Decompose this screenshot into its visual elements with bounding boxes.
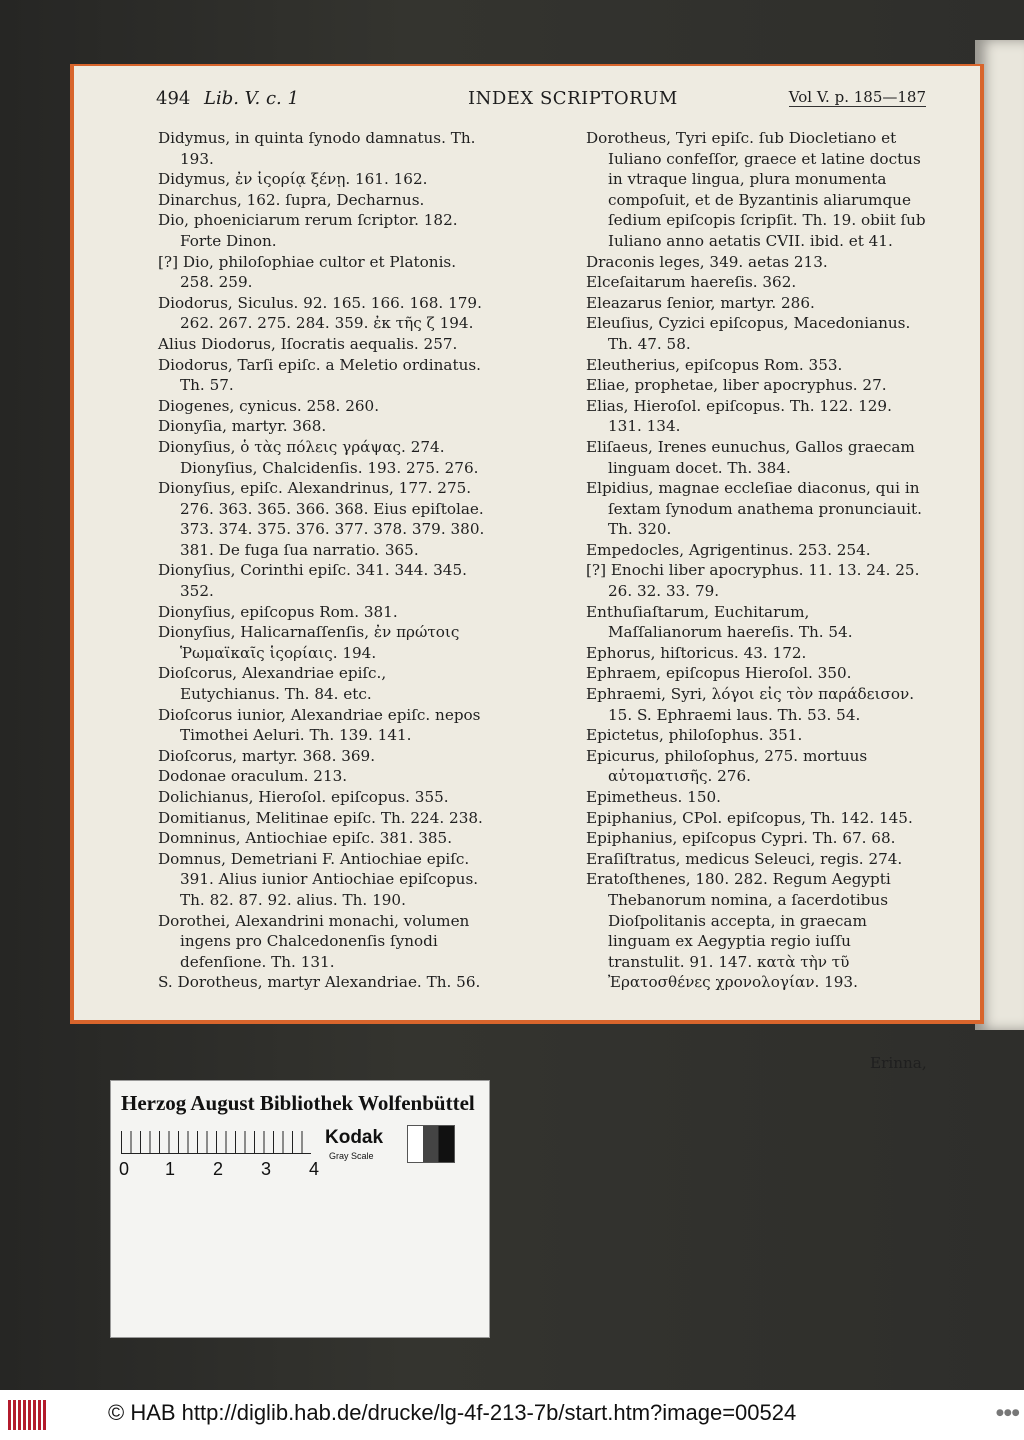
footer-bar (0, 1390, 1024, 1440)
index-entry: Dodonae oraculum. 213. (158, 767, 348, 786)
index-entry: Diodorus, Tarſi epiſc. a Meletio ordinatus. Th. 57. (158, 355, 481, 395)
ruler-numbers (119, 1159, 439, 1181)
index-entry: Dioſcorus, martyr. 368. 369. (158, 746, 376, 765)
index-entry: Eratoſthenes, 180. 282. Regum Aegypti Thebanorum nomina, a ſacerdotibus Dioſpolitanis accepta, in graecam linguam ex Aegyptia regio iuſſu transtulit. 91. 147. κατὰ τὴν τῦ Ἐρατοσθένες χρονολογίαν. 193. (586, 870, 891, 992)
kodak-logo: Kodak (325, 1127, 384, 1148)
index-entry: Dioſcorus, Alexandriae epiſc., Eutychianus. Th. 84. etc. (158, 664, 387, 704)
index-entry: Alius Diodorus, Iſocratis aequalis. 257. (158, 334, 458, 353)
index-entry: Eleuſius, Cyzici epiſcopus, Macedonianus. Th. 47. 58. (586, 314, 911, 353)
gray-scale-label: Gray Scale (329, 1151, 374, 1161)
index-entry: Dio, phoeniciarum rerum ſcriptor. 182. Forte Dinon. (158, 211, 458, 250)
index-entry: Eleutherius, epiſcopus Rom. 353. (586, 355, 843, 374)
index-entry: Domitianus, Melitinae epiſc. Th. 224. 238. (158, 808, 483, 827)
index-entry: Dionyſia, martyr. 368. (158, 417, 327, 436)
color-target-card (110, 1080, 490, 1338)
index-entry: Domninus, Antiochiae epiſc. 381. 385. (158, 829, 453, 848)
index-entry: Elpidius, magnae eccleſiae diaconus, qui in ſextam ſynodum anathema pronunciauit. Th. 320. (586, 479, 922, 539)
index-entry: Dionyſius, ὁ τὰς πόλεις γράψας. 274. Dionyſius, Chalcidenſis. 193. 275. 276. (158, 437, 479, 477)
page-number: 494 (156, 88, 191, 109)
index-entry: Dorotheus, Tyri epiſc. ſub Diocletiano et Iuliano confeſſor, graece et latine doctus in vtraque lingua, plura monumenta compoſuit, et de Byzantinis aliarumque ſedium epiſcopis ſcripſit. Th. 19. obiit ſub Iuliano anno aetatis CVII. ibid. et 41. (586, 129, 926, 250)
hab-logo-icon (8, 1400, 46, 1430)
catchword: Erinna, (870, 1054, 927, 1072)
index-entry: Epictetus, philoſophus. 351. (586, 726, 803, 745)
index-entry: Epimetheus. 150. (586, 788, 721, 806)
index-entry: Eraſiſtratus, medicus Seleuci, regis. 274. (586, 849, 903, 868)
gray-scale-patches (407, 1125, 455, 1163)
index-entry: Eliae, prophetae, liber apocryphus. 27. (586, 376, 887, 395)
dots-icon: ●●● (996, 1408, 1020, 1418)
ruler-number: 3 (261, 1159, 272, 1179)
ruler-number: 1 (165, 1159, 176, 1179)
index-entry: Diogenes, cynicus. 258. 260. (158, 396, 380, 415)
ruler-number: 4 (309, 1159, 320, 1179)
index-entry: Elceſaitarum haereſis. 362. (586, 273, 797, 292)
index-entry: Enthuſiaſtarum, Euchitarum, Maſſalianorum haereſis. Th. 54. (586, 602, 853, 642)
index-entry: Domnus, Demetriani F. Antiochiae epiſc. 391. Alius iunior Antiochiae epiſcopus. Th. 82. 87. 92. alius. Th. 190. (158, 849, 479, 909)
copyright-link[interactable]: © HAB http://diglib.hab.de/drucke/lg-4f-213-7b/start.htm?image=00524 (108, 1400, 797, 1425)
index-column-right (586, 128, 926, 993)
index-entry: Didymus, ἐν ἱςορίᾳ ξένῃ. 161. 162. (158, 170, 428, 189)
ruler-number: 2 (213, 1159, 224, 1179)
index-entry: Draconis leges, 349. aetas 213. (586, 252, 828, 271)
index-entry: Dinarchus, 162. ſupra, Decharnus. (158, 190, 425, 209)
index-entry: Elias, Hieroſol. epiſcopus. Th. 122. 129. 131. 134. (586, 396, 892, 436)
index-entry: Dorothei, Alexandrini monachi, volumen ingens pro Chalcedonenſis ſynodi defenſione. Th. 131. (158, 911, 470, 971)
index-entry: Dionyſius, epiſcopus Rom. 381. (158, 602, 398, 621)
ruler-number: 0 (119, 1159, 130, 1179)
index-entry: Ephorus, hiſtoricus. 43. 172. (586, 643, 807, 662)
index-entry: Ephraemi, Syri, λόγοι εἰς τὸν παράδεισον. 15. S. Ephraemi laus. Th. 53. 54. (586, 685, 915, 724)
index-entry: Eleazarus ſenior, martyr. 286. (586, 293, 815, 312)
index-entry: Dolichianus, Hieroſol. epiſcopus. 355. (158, 788, 449, 806)
index-entry: Empedocles, Agrigentinus. 253. 254. (586, 540, 871, 559)
index-entry: Epiphanius, epiſcopus Cypri. Th. 67. 68. (586, 829, 896, 848)
index-entry: Dionyſius, epiſc. Alexandrinus, 177. 275. 276. 363. 365. 366. 368. Eius epiſtolae. 373. 374. 375. 376. 377. 378. 379. 380. 381. De fuga ſua narratio. 365. (158, 479, 485, 559)
index-entry: Dionyſius, Corinthi epiſc. 341. 344. 345. 352. (158, 561, 467, 601)
index-entry: [?] Dio, philoſophiae cultor et Platonis. 258. 259. (158, 252, 457, 292)
running-title: INDEX SCRIPTORUM (468, 88, 678, 109)
index-entry: Diodorus, Siculus. 92. 165. 166. 168. 179. 262. 267. 275. 284. 359. ἐκ τῆς ζ 194. (158, 293, 482, 333)
index-entry: Epicurus, philoſophus, 275. mortuus αὐτοματισῆς. 276. (586, 746, 868, 786)
ruler-scale (121, 1131, 311, 1154)
index-entry: Eliſaeus, Irenes eunuchus, Gallos graecam linguam docet. Th. 384. (586, 437, 915, 477)
index-column-left (158, 128, 490, 993)
index-entry: Dionyſius, Halicarnaſſenſis, ἐν πρώτοις Ῥωμαϊκαῖς ἱςορίαις. 194. (158, 623, 460, 662)
index-entry: Epiphanius, CPol. epiſcopus, Th. 142. 145. (586, 808, 913, 827)
index-entry: Ephraem, epiſcopus Hieroſol. 350. (586, 664, 852, 683)
index-entry: Dioſcorus iunior, Alexandriae epiſc. nepos Timothei Aeluri. Th. 139. 141. (158, 705, 481, 745)
library-label: Herzog August Bibliothek Wolfenbüttel (121, 1091, 475, 1115)
volume-reference: Vol V. p. 185—187 (788, 88, 926, 106)
index-entry: [?] Enochi liber apocryphus. 11. 13. 24. 25. 26. 32. 33. 79. (586, 561, 920, 601)
page-header (156, 88, 926, 114)
book-reference: Lib. V. c. 1 (204, 88, 299, 109)
index-entry: Didymus, in quinta ſynodo damnatus. Th. 193. (158, 129, 476, 168)
index-entry: S. Dorotheus, martyr Alexandriae. Th. 56. (158, 973, 481, 992)
